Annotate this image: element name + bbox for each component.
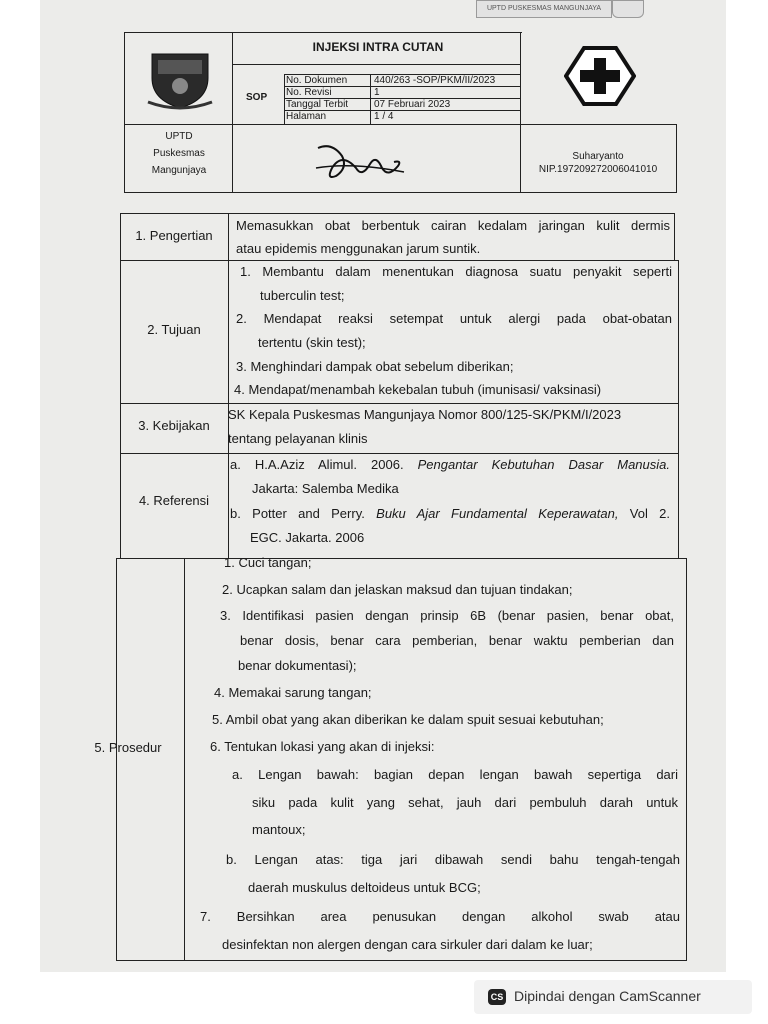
stamp-logo-icon [612,0,644,18]
prosedur-step: 5. Ambil obat yang akan diberikan ke dalam spuit sesuai kebutuhan; [212,712,604,727]
tujuan-item: 3. Menghindari dampak obat sebelum diberikan; [236,359,514,374]
referensi-b-volume: Vol 2. [629,506,670,521]
referensi-b-title: Buku Ajar Fundamental Keperawatan, [376,506,619,521]
tujuan-item: tertentu (skin test); [258,335,366,350]
meta-value: 1 / 4 [374,111,394,122]
kebijakan-line: tentang pelayanan klinis [228,431,368,446]
label-prosedur: 5. Prosedur [94,740,162,755]
prosedur-substep: daerah muskulus deltoideus untuk BCG; [248,880,481,895]
referensi-b-publisher: EGC. Jakarta. 2006 [250,530,365,545]
org-line: UPTD [165,131,193,142]
tujuan-item: 1. Membantu dalam menentukan diagnosa suatu penyakit seperti [240,264,672,279]
label-pengertian: 1. Pengertian [135,228,213,243]
referensi-a-title: Pengantar Kebutuhan Dasar Manusia. [417,457,670,472]
prosedur-step: benar dokumentasi); [238,658,357,673]
referensi-b-author: b. Potter and Perry. [230,506,365,521]
meta-label: Tanggal Terbit [286,99,349,110]
prosedur-step: 4. Memakai sarung tangan; [214,685,372,700]
camscanner-text: Dipindai dengan CamScanner [514,988,701,1004]
prosedur-step: 7. Bersihkan area penusukan dengan alkohol swab atau [200,909,680,924]
referensi-b [230,502,670,526]
pengertian-line: atau epidemis menggunakan jarum suntik. [236,241,481,256]
prosedur-step: 3. Identifikasi pasien dengan prinsip 6B (benar pasien, benar obat, [220,608,674,623]
prosedur-step: desinfektan non alergen dengan cara sirkuler dari dalam ke luar; [222,937,593,952]
signature-icon [312,138,408,184]
pengertian-line: Memasukkan obat berbentuk cairan kedalam jaringan kulit dermis [236,218,670,233]
top-stamp: UPTD PUSKESMAS MANGUNJAYA [476,0,612,18]
signer-nip: NIP.197209272006041010 [538,164,658,175]
label-kebijakan: 3. Kebijakan [138,418,210,433]
org-line: Mangunjaya [151,165,207,176]
puskesmas-logo-icon [564,46,636,106]
sop-label: SOP [246,92,268,103]
org-line: Puskesmas [153,148,205,159]
label-referensi: 4. Referensi [138,493,210,508]
signer-block [520,150,676,176]
referensi-a [230,453,670,477]
meta-value: 440/263 -SOP/PKM/II/2023 [374,75,496,86]
document-title: INJEKSI INTRA CUTAN [312,40,444,54]
label-tujuan: 2. Tujuan [147,322,201,337]
signer-name: Suharyanto [572,151,624,162]
tujuan-item: 2. Mendapat reaksi setempat untuk alergi pada obat-obatan [236,311,672,326]
meta-label: Halaman [286,111,327,122]
prosedur-substep: b. Lengan atas: tiga jari dibawah sendi bahu tengah-tengah [226,852,680,867]
meta-value: 1 [374,87,380,98]
referensi-a-publisher: Jakarta: Salemba Medika [252,481,399,496]
organization-block [126,128,232,179]
prosedur-substep: mantoux; [252,822,306,837]
prosedur-substep: siku pada kulit yang sehat, jauh dari pembuluh darah untuk [252,795,678,810]
prosedur-step: 1. Cuci tangan; [224,555,312,570]
referensi-a-author: a. H.A.Aziz Alimul. 2006. [230,457,404,472]
tujuan-item: tuberculin test; [260,288,345,303]
regency-crest-icon [144,48,216,112]
meta-label: No. Revisi [286,87,332,98]
prosedur-step: 6. Tentukan lokasi yang akan di injeksi: [210,739,435,754]
prosedur-substep: a. Lengan bawah: bagian depan lengan bawah sepertiga dari [232,767,678,782]
meta-value: 07 Februari 2023 [374,99,451,110]
camscanner-icon: CS [488,989,506,1005]
prosedur-step: 2. Ucapkan salam dan jelaskan maksud dan tujuan tindakan; [222,582,573,597]
kebijakan-line: SK Kepala Puskesmas Mangunjaya Nomor 800/125-SK/PKM/I/2023 [228,407,622,422]
meta-label: No. Dokumen [286,75,348,86]
tujuan-item: 4. Mendapat/menambah kekebalan tubuh (imunisasi/ vaksinasi) [234,382,602,397]
prosedur-step: benar dosis, benar cara pemberian, benar waktu pemberian dan [240,633,674,648]
